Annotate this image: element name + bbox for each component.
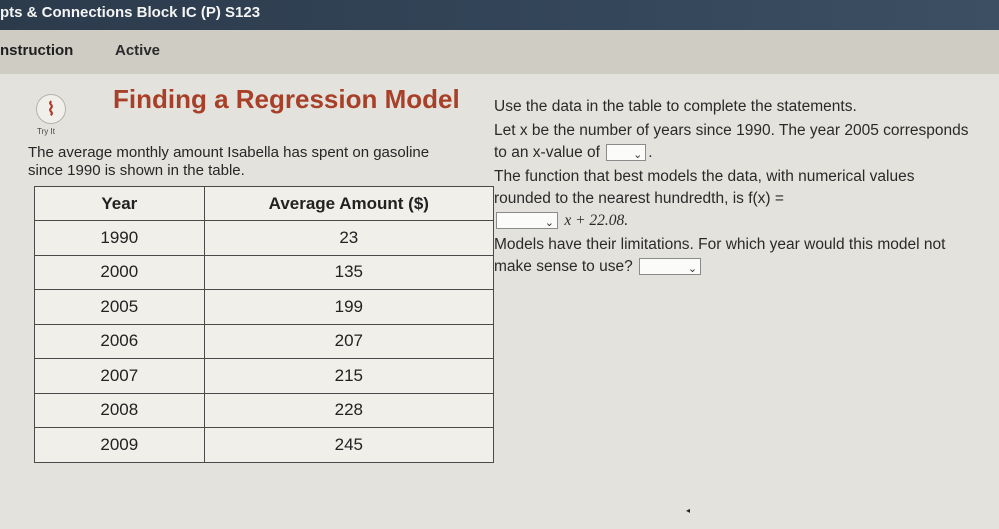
statement-x-value-text: Let x be the number of years since 1990. The year 2005 corresponds to an x-value of: [494, 122, 969, 161]
page-title: Finding a Regression Model: [113, 84, 460, 114]
course-title: pts & Connections Block IC (P) S123: [0, 4, 261, 21]
table-row: [35, 255, 494, 290]
chevron-down-icon: ⌄: [544, 217, 554, 230]
amount-cell: 199: [204, 290, 493, 325]
amount-cell: 245: [204, 428, 493, 463]
intro-text: The average monthly amount Isabella has spent on gasoline since 1990 is shown in the table.: [28, 144, 430, 179]
column-header-amount: Average Amount ($): [204, 187, 493, 221]
chevron-down-icon: ⌄: [633, 149, 643, 162]
slope-dropdown[interactable]: [496, 212, 558, 229]
year-cell: 2007: [35, 359, 205, 394]
table-row: [35, 324, 494, 359]
activity-nav: [0, 30, 999, 74]
x-value-dropdown[interactable]: [606, 144, 646, 161]
try-it-icon[interactable]: ⌇: [36, 94, 66, 124]
data-table: [34, 186, 494, 463]
instructions-text: Use the data in the table to complete the statements.: [494, 98, 857, 115]
statement-limitation-text: Models have their limitations. For which year would this model not make sense to use?: [494, 236, 946, 275]
statement-function-text: The function that best models the data, with numerical values rounded to the nearest hundredth, is f(x) =: [494, 168, 915, 207]
status-badge: Active: [115, 42, 161, 59]
statement-period: .: [648, 144, 653, 161]
year-cell: 2009: [35, 428, 205, 463]
amount-cell: 228: [204, 393, 493, 428]
chevron-down-icon: ⌄: [687, 263, 698, 276]
year-cell: 2008: [35, 393, 205, 428]
table-row: [35, 359, 494, 394]
table-row: [35, 290, 494, 325]
year-cell: 2000: [35, 255, 205, 290]
table-row: [35, 393, 494, 428]
amount-cell: 135: [204, 255, 493, 290]
amount-cell: 215: [204, 359, 493, 394]
statement-limitation: [494, 234, 974, 278]
mouse-cursor-icon: ◂: [686, 506, 691, 515]
try-it-label: Try It: [37, 127, 55, 136]
statements-panel: [494, 96, 974, 280]
amount-cell: 207: [204, 324, 493, 359]
tab-instruction[interactable]: nstruction: [0, 42, 74, 59]
table-row: [35, 221, 494, 256]
column-header-year: Year: [35, 187, 205, 221]
year-cell: 2005: [35, 290, 205, 325]
table-row: [35, 428, 494, 463]
function-tail: x + 22.08.: [564, 212, 629, 229]
table-header-row: [35, 187, 494, 221]
year-cell: 1990: [35, 221, 205, 256]
amount-cell: 23: [204, 221, 493, 256]
statement-x-value: [494, 120, 974, 164]
course-header: [0, 0, 999, 30]
year-dropdown[interactable]: [639, 258, 701, 275]
year-cell: 2006: [35, 324, 205, 359]
statement-function: [494, 166, 974, 232]
